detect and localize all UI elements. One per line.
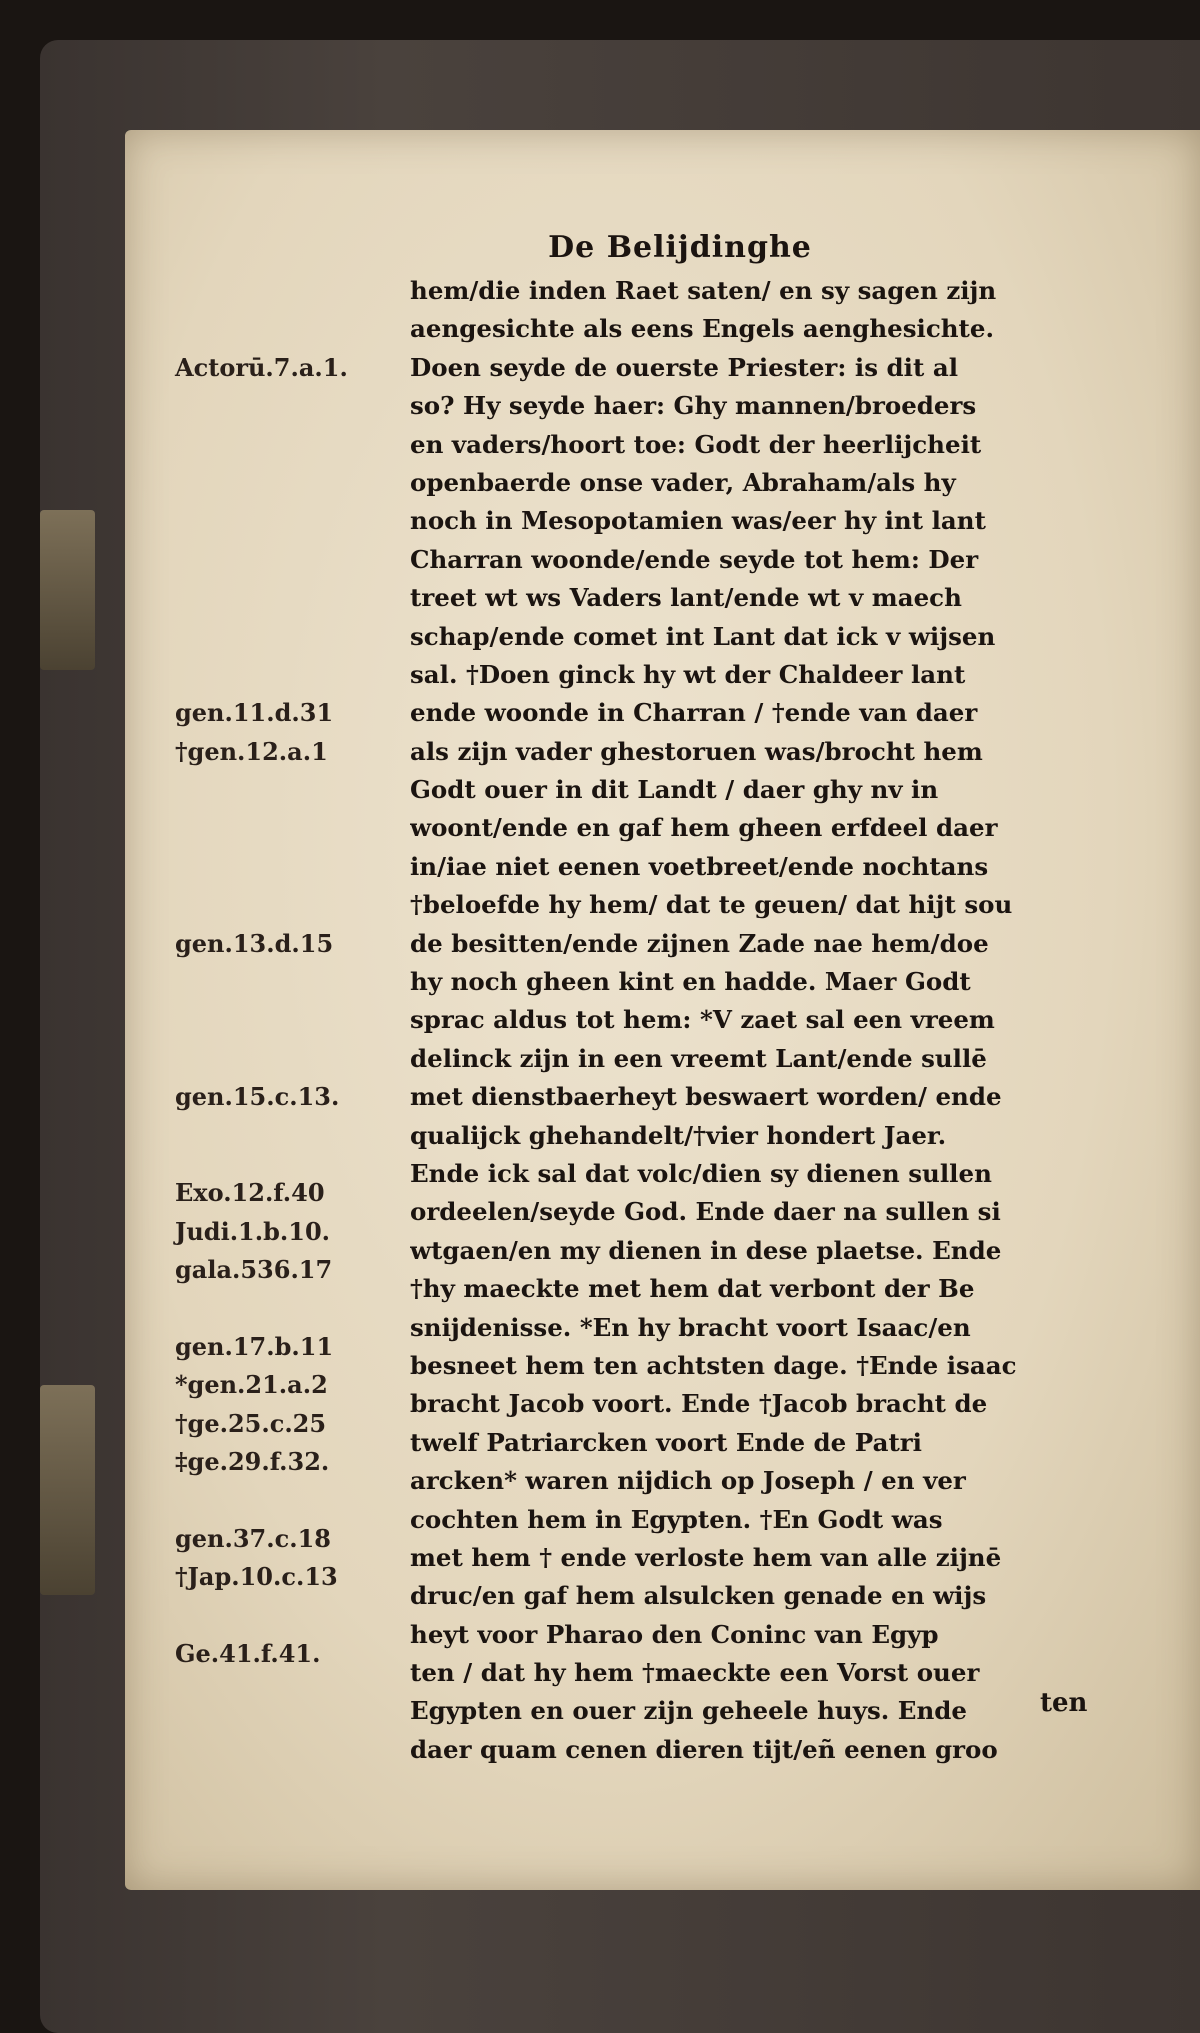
- text-line: in/iae niet eenen voetbreet/ende nochtans: [410, 851, 989, 881]
- catchword: ten: [1040, 1688, 1088, 1718]
- text-line: openbaerde onse vader, Abraham/als hy: [410, 467, 956, 497]
- text-line: Doen seyde de ouerste Priester: is dit al: [410, 352, 959, 382]
- running-head: De Belijdinghe: [548, 230, 812, 265]
- margin-note: *gen.21.a.2: [175, 1370, 328, 1400]
- margin-note: ‡ge.29.f.32.: [175, 1447, 330, 1477]
- margin-note: gala.536.17: [175, 1255, 333, 1285]
- margin-note: Exo.12.f.40: [175, 1178, 325, 1208]
- text-line: treet wt ws Vaders lant/ende wt v maech: [410, 583, 962, 613]
- margin-note: Judi.1.b.10.: [175, 1216, 331, 1246]
- text-line: ende woonde in Charran / †ende van daer: [410, 698, 978, 728]
- text-line: Ende ick sal dat volc/dien sy dienen sullen: [410, 1158, 992, 1188]
- text-line: aengesichte als eens Engels aenghesichte.: [410, 314, 994, 344]
- margin-note: †gen.12.a.1: [175, 736, 328, 766]
- text-line: delinck zijn in een vreemt Lant/ende sullē: [410, 1043, 987, 1073]
- margin-note: gen.17.b.11: [175, 1332, 334, 1361]
- text-line: als zijn vader ghestoruen was/brocht hem: [410, 736, 983, 766]
- text-line: hem/die inden Raet saten/ en sy sagen zijn: [410, 276, 997, 305]
- text-line: met dienstbaerheyt beswaert worden/ ende: [410, 1082, 1002, 1112]
- text-line: sal. †Doen ginck hy wt der Chaldeer lant: [410, 659, 966, 689]
- text-line: so? Hy seyde haer: Ghy mannen/broeders: [410, 391, 977, 421]
- text-line: bracht Jacob voort. Ende †Jacob bracht de: [410, 1389, 988, 1419]
- text-line: daer quam cenen dieren tijt/eñ eenen groo: [410, 1734, 998, 1764]
- text-line: ten / dat hy hem †maeckte een Vorst ouer: [410, 1658, 980, 1688]
- text-line: druc/en gaf hem alsulcken genade en wijs: [410, 1581, 987, 1611]
- margin-note: gen.13.d.15: [175, 928, 334, 958]
- text-line: Egypten en ouer zijn geheele huys. Ende: [410, 1696, 968, 1726]
- text-line: qualijck ghehandelt/†vier hondert Jaer.: [410, 1120, 947, 1150]
- margin-note: gen.15.c.13.: [175, 1082, 340, 1112]
- text-line: cochten hem in Egypten. †En Godt was: [410, 1504, 943, 1534]
- main-text-block: [410, 272, 1105, 1769]
- margin-note: †ge.25.c.25: [175, 1408, 327, 1438]
- margin-note: Actorū.7.a.1.: [175, 352, 348, 382]
- text-line: heyt voor Pharao den Coninc van Egyp: [410, 1619, 939, 1649]
- text-line: besneet hem ten achtsten dage. †Ende isaac: [410, 1350, 1017, 1380]
- text-line: †hy maeckte met hem dat verbont der Be: [410, 1274, 975, 1304]
- lower-clasp: [40, 1385, 95, 1595]
- text-line: wtgaen/en my dienen in dese plaetse. Ende: [410, 1235, 1002, 1265]
- margin-note: gen.37.c.18: [175, 1524, 331, 1553]
- text-line: woont/ende en gaf hem gheen erfdeel daer: [410, 813, 998, 843]
- upper-clasp: [40, 510, 95, 670]
- text-line: ordeelen/seyde God. Ende daer na sullen si: [410, 1197, 1001, 1227]
- margin-note: gen.11.d.31: [175, 698, 334, 728]
- text-line: noch in Mesopotamien was/eer hy int lant: [410, 506, 986, 536]
- margin-note: Ge.41.f.41.: [175, 1639, 321, 1669]
- text-line: twelf Patriarcken voort Ende de Patri: [410, 1427, 922, 1457]
- text-line: Godt ouer in dit Landt / daer ghy nv in: [410, 775, 939, 805]
- text-line: en vaders/hoort toe: Godt der heerlijcheit: [410, 429, 982, 459]
- text-line: snijdenisse. *En hy bracht voort Isaac/en: [410, 1312, 971, 1342]
- text-line: sprac aldus tot hem: *V zaet sal een vreem: [410, 1005, 995, 1035]
- text-line: schap/ende comet int Lant dat ick v wijsen: [410, 621, 996, 651]
- text-line: Charran woonde/ende seyde tot hem: Der: [410, 544, 979, 574]
- text-line: †beloefde hy hem/ dat te geuen/ dat hijt sou: [410, 890, 1013, 920]
- text-line: hy noch gheen kint en hadde. Maer Godt: [410, 967, 971, 997]
- margin-note: †Jap.10.c.13: [175, 1562, 338, 1592]
- text-line: de besitten/ende zijnen Zade nae hem/doe: [410, 928, 989, 958]
- text-line: arcken* waren nijdich op Joseph / en ver: [410, 1466, 966, 1496]
- text-line: met hem † ende verloste hem van alle zijnē: [410, 1542, 1002, 1572]
